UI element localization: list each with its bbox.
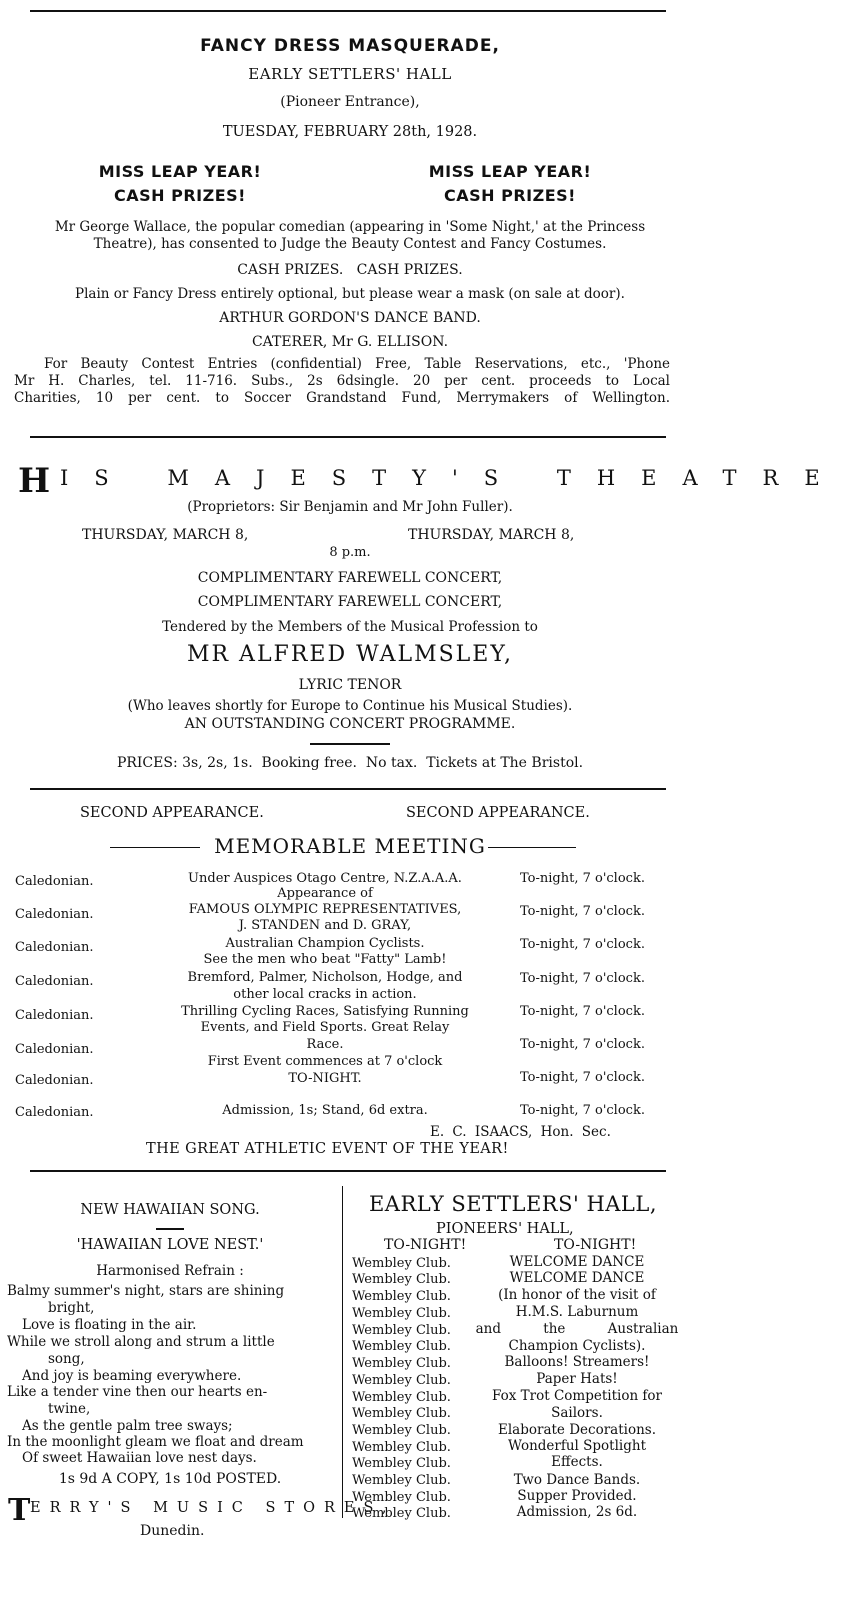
ad1-left-head-2: CASH PRIZES! xyxy=(114,186,246,205)
ad1-title: FANCY DRESS MASQUERADE, xyxy=(200,36,500,56)
ad1-judge-line-2: Theatre), has consented to Judge the Beauty Contest and Fancy Costumes. xyxy=(93,236,607,252)
ad4-store: ERRY'S MUSIC STORES, xyxy=(30,1500,396,1516)
rule-3 xyxy=(30,1170,666,1172)
ad5-event-line: WELCOME DANCE xyxy=(509,1254,645,1270)
ad3-right-label: To-night, 7 o'clock. xyxy=(520,1070,645,1085)
ad2-title: IS MAJESTY'S THEATRE xyxy=(60,466,846,490)
ad4-subtitle: Harmonised Refrain : xyxy=(96,1263,244,1279)
ad2-name: MR ALFRED WALMSLEY, xyxy=(186,642,514,667)
ad2-programme: AN OUTSTANDING CONCERT PROGRAMME. xyxy=(184,716,516,732)
ad5-club-label: Wembley Club. xyxy=(352,1456,451,1471)
ad3-middle-line: Appearance of xyxy=(277,886,373,901)
ad5-event-line: (In honor of the visit of xyxy=(498,1287,656,1303)
ad3-middle-line: Events, and Field Sports. Great Relay xyxy=(200,1020,450,1035)
ad5-event-line: Sailors. xyxy=(551,1405,603,1421)
ad5-tonight-left: TO-NIGHT! xyxy=(384,1237,467,1253)
ad1-band: ARTHUR GORDON'S DANCE BAND. xyxy=(219,310,481,326)
ad4-lyric-line: Balmy summer's night, stars are shining xyxy=(7,1283,285,1299)
ad4-store-initial: T xyxy=(8,1493,31,1528)
ad1-entries-line-1: For Beauty Contest Entries (confidential) Free, Table Reservations, etc., 'Phone xyxy=(44,356,670,372)
ad5-club-label: Wembley Club. xyxy=(352,1406,451,1421)
ad2-leaves: (Who leaves shortly for Europe to Continue his Musical Studies). xyxy=(127,698,573,714)
ad3-appearance-left: SECOND APPEARANCE. xyxy=(80,805,264,821)
ad3-middle-line: Under Auspices Otago Centre, N.Z.A.A.A. xyxy=(188,871,462,886)
ad1-venue: EARLY SETTLERS' HALL xyxy=(248,65,452,83)
ad5-club-label: Wembley Club. xyxy=(352,1423,451,1438)
ad2-proprietors: (Proprietors: Sir Benjamin and Mr John Fuller). xyxy=(187,499,513,515)
ad4-title: NEW HAWAIIAN SONG. xyxy=(80,1202,260,1218)
ad3-middle-line: Bremford, Palmer, Nicholson, Hodge, and xyxy=(187,970,463,985)
ad1-entries-paragraph xyxy=(14,356,670,407)
ad3-middle-line: Australian Champion Cyclists. xyxy=(225,936,425,951)
ad4-lyric-line: As the gentle palm tree sways; xyxy=(22,1418,233,1434)
ad5-title: EARLY SETTLERS' HALL, xyxy=(368,1192,658,1216)
ad4-price: 1s 9d A COPY, 1s 10d POSTED. xyxy=(58,1471,282,1487)
ad1-dress-note: Plain or Fancy Dress entirely optional, but please wear a mask (on sale at door). xyxy=(75,286,625,302)
ad2-concert-2: COMPLIMENTARY FAREWELL CONCERT, xyxy=(197,594,503,610)
ad5-event-line: Admission, 2s 6d. xyxy=(516,1504,638,1520)
ad4-lyric-line: Love is floating in the air. xyxy=(22,1317,197,1333)
ad3-middle-line: J. STANDEN and D. GRAY, xyxy=(238,918,412,933)
ad3-title-rule-right xyxy=(488,847,576,848)
ad2-time: 8 p.m. xyxy=(329,545,371,560)
ad5-club-label: Wembley Club. xyxy=(352,1506,451,1521)
ad5-club-label: Wembley Club. xyxy=(352,1440,451,1455)
ad4-lyric-line: In the moonlight gleam we float and dream xyxy=(7,1434,304,1450)
ad5-event-line: Two Dance Bands. xyxy=(513,1472,641,1488)
ad4-lyric-line: While we stroll along and strum a little xyxy=(7,1334,275,1350)
ad1-entries-line-2: Mr H. Charles, tel. 11-716. Subs., 2s 6dsingle. 20 per cent. proceeds to Local xyxy=(14,373,670,389)
ad4-song: 'HAWAIIAN LOVE NEST.' xyxy=(76,1237,264,1253)
ad3-right-label: To-night, 7 o'clock. xyxy=(520,971,645,986)
ad1-right-head-1: MISS LEAP YEAR! xyxy=(428,162,592,181)
ad2-tendered: Tendered by the Members of the Musical Profession to xyxy=(162,619,538,635)
ad3-middle-line: First Event commences at 7 o'clock xyxy=(207,1054,443,1069)
ad5-club-label: Wembley Club. xyxy=(352,1256,451,1271)
ad4-lyric-line: Like a tender vine then our hearts en- xyxy=(7,1384,268,1400)
ad3-left-label: Caledonian. xyxy=(15,940,94,955)
ad2-role: LYRIC TENOR xyxy=(298,677,402,693)
ad5-club-label: Wembley Club. xyxy=(352,1490,451,1505)
ad5-event-line: Wonderful Spotlight xyxy=(507,1438,646,1454)
ad1-date: TUESDAY, FEBRUARY 28th, 1928. xyxy=(222,124,478,140)
ad5-subtitle: PIONEERS' HALL, xyxy=(436,1221,574,1237)
ad3-right-label: To-night, 7 o'clock. xyxy=(520,1103,645,1118)
ad2-concert-1: COMPLIMENTARY FAREWELL CONCERT, xyxy=(197,570,503,586)
ad4-city: Dunedin. xyxy=(140,1523,205,1539)
ad5-event-line: WELCOME DANCE xyxy=(509,1270,645,1286)
ad5-event-line: Champion Cyclists). xyxy=(508,1338,646,1354)
ad2-initial: H xyxy=(18,461,51,501)
ad5-club-label: Wembley Club. xyxy=(352,1289,451,1304)
ad1-entrance: (Pioneer Entrance), xyxy=(280,94,420,110)
ad3-left-label: Caledonian. xyxy=(15,1073,94,1088)
rule-1 xyxy=(30,436,666,438)
ad3-left-label: Caledonian. xyxy=(15,1008,94,1023)
ad3-right-label: To-night, 7 o'clock. xyxy=(520,1004,645,1019)
ad5-event-line: Effects. xyxy=(551,1454,603,1470)
ad5-event-line: and the Australian xyxy=(475,1321,679,1337)
ad3-left-label: Caledonian. xyxy=(15,874,94,889)
ad4-lyric-line: Of sweet Hawaiian love nest days. xyxy=(22,1450,257,1466)
rule-2 xyxy=(30,788,666,790)
ad3-right-label: To-night, 7 o'clock. xyxy=(520,937,645,952)
ad3-title: MEMORABLE MEETING xyxy=(214,834,486,858)
ad5-club-label: Wembley Club. xyxy=(352,1306,451,1321)
ad3-middle-line: TO-NIGHT. xyxy=(288,1071,362,1086)
ad5-club-label: Wembley Club. xyxy=(352,1272,451,1287)
ad3-left-label: Caledonian. xyxy=(15,1105,94,1120)
ad5-tonight-right: TO-NIGHT! xyxy=(554,1237,637,1253)
ad5-event-line: Paper Hats! xyxy=(536,1371,618,1387)
ad3-right-label: To-night, 7 o'clock. xyxy=(520,871,645,886)
ad4-lyric-line: twine, xyxy=(48,1401,91,1417)
ad4-lyric-line: bright, xyxy=(48,1300,95,1316)
top-rule xyxy=(30,10,666,12)
ad5-event-line: Fox Trot Competition for xyxy=(491,1388,663,1404)
ad3-footer: THE GREAT ATHLETIC EVENT OF THE YEAR! xyxy=(146,1141,509,1157)
ad5-event-line: Balloons! Streamers! xyxy=(504,1354,650,1370)
ad3-middle-line: Admission, 1s; Stand, 6d extra. xyxy=(222,1103,428,1118)
ad3-left-label: Caledonian. xyxy=(15,1042,94,1057)
ad3-right-label: To-night, 7 o'clock. xyxy=(520,1037,645,1052)
ad2-prices: PRICES: 3s, 2s, 1s. Booking free. No tax. Tickets at The Bristol. xyxy=(116,755,584,771)
ad1-cash-prizes: CASH PRIZES. CASH PRIZES. xyxy=(237,262,463,278)
ad3-middle-line: other local cracks in action. xyxy=(233,987,417,1002)
ad1-caterer: CATERER, Mr G. ELLISON. xyxy=(251,334,449,350)
ad3-middle-line: FAMOUS OLYMPIC REPRESENTATIVES, xyxy=(188,902,462,917)
ad3-left-label: Caledonian. xyxy=(15,907,94,922)
ad4-lyric-line: And joy is beaming everywhere. xyxy=(22,1368,242,1384)
ad3-left-label: Caledonian. xyxy=(15,974,94,989)
ad3-middle-line: Race. xyxy=(306,1037,344,1052)
ad5-club-label: Wembley Club. xyxy=(352,1323,451,1338)
ad1-entries-line-3: Charities, 10 per cent. to Soccer Grandstand Fund, Merrymakers of Wellington. xyxy=(14,390,670,406)
ad2-date-right: THURSDAY, MARCH 8, xyxy=(408,527,575,543)
ad5-club-label: Wembley Club. xyxy=(352,1373,451,1388)
ad5-event-line: Supper Provided. xyxy=(517,1488,637,1504)
ad3-right-label: To-night, 7 o'clock. xyxy=(520,904,645,919)
ad3-secretary: E. C. ISAACS, Hon. Sec. xyxy=(430,1124,611,1140)
ad5-event-line: Elaborate Decorations. xyxy=(498,1422,656,1438)
ad1-right-head-2: CASH PRIZES! xyxy=(444,186,576,205)
ad5-event-line: H.M.S. Laburnum xyxy=(515,1304,639,1320)
ad3-appearance-right: SECOND APPEARANCE. xyxy=(406,805,590,821)
ad3-middle-line: Thrilling Cycling Races, Satisfying Running xyxy=(181,1004,469,1019)
ad5-club-label: Wembley Club. xyxy=(352,1473,451,1488)
ad4-divider xyxy=(156,1228,184,1230)
ad4-lyric-line: song, xyxy=(48,1351,85,1367)
ad2-date-left: THURSDAY, MARCH 8, xyxy=(82,527,249,543)
ad2-divider xyxy=(310,743,390,745)
ad3-middle-line: See the men who beat "Fatty" Lamb! xyxy=(203,952,447,967)
ad1-judge-line-1: Mr George Wallace, the popular comedian (appearing in 'Some Night,' at the Princess xyxy=(54,219,646,235)
ad1-left-head-1: MISS LEAP YEAR! xyxy=(98,162,262,181)
column-divider xyxy=(342,1186,343,1518)
ad5-club-label: Wembley Club. xyxy=(352,1390,451,1405)
ad5-club-label: Wembley Club. xyxy=(352,1339,451,1354)
ad5-club-label: Wembley Club. xyxy=(352,1356,451,1371)
